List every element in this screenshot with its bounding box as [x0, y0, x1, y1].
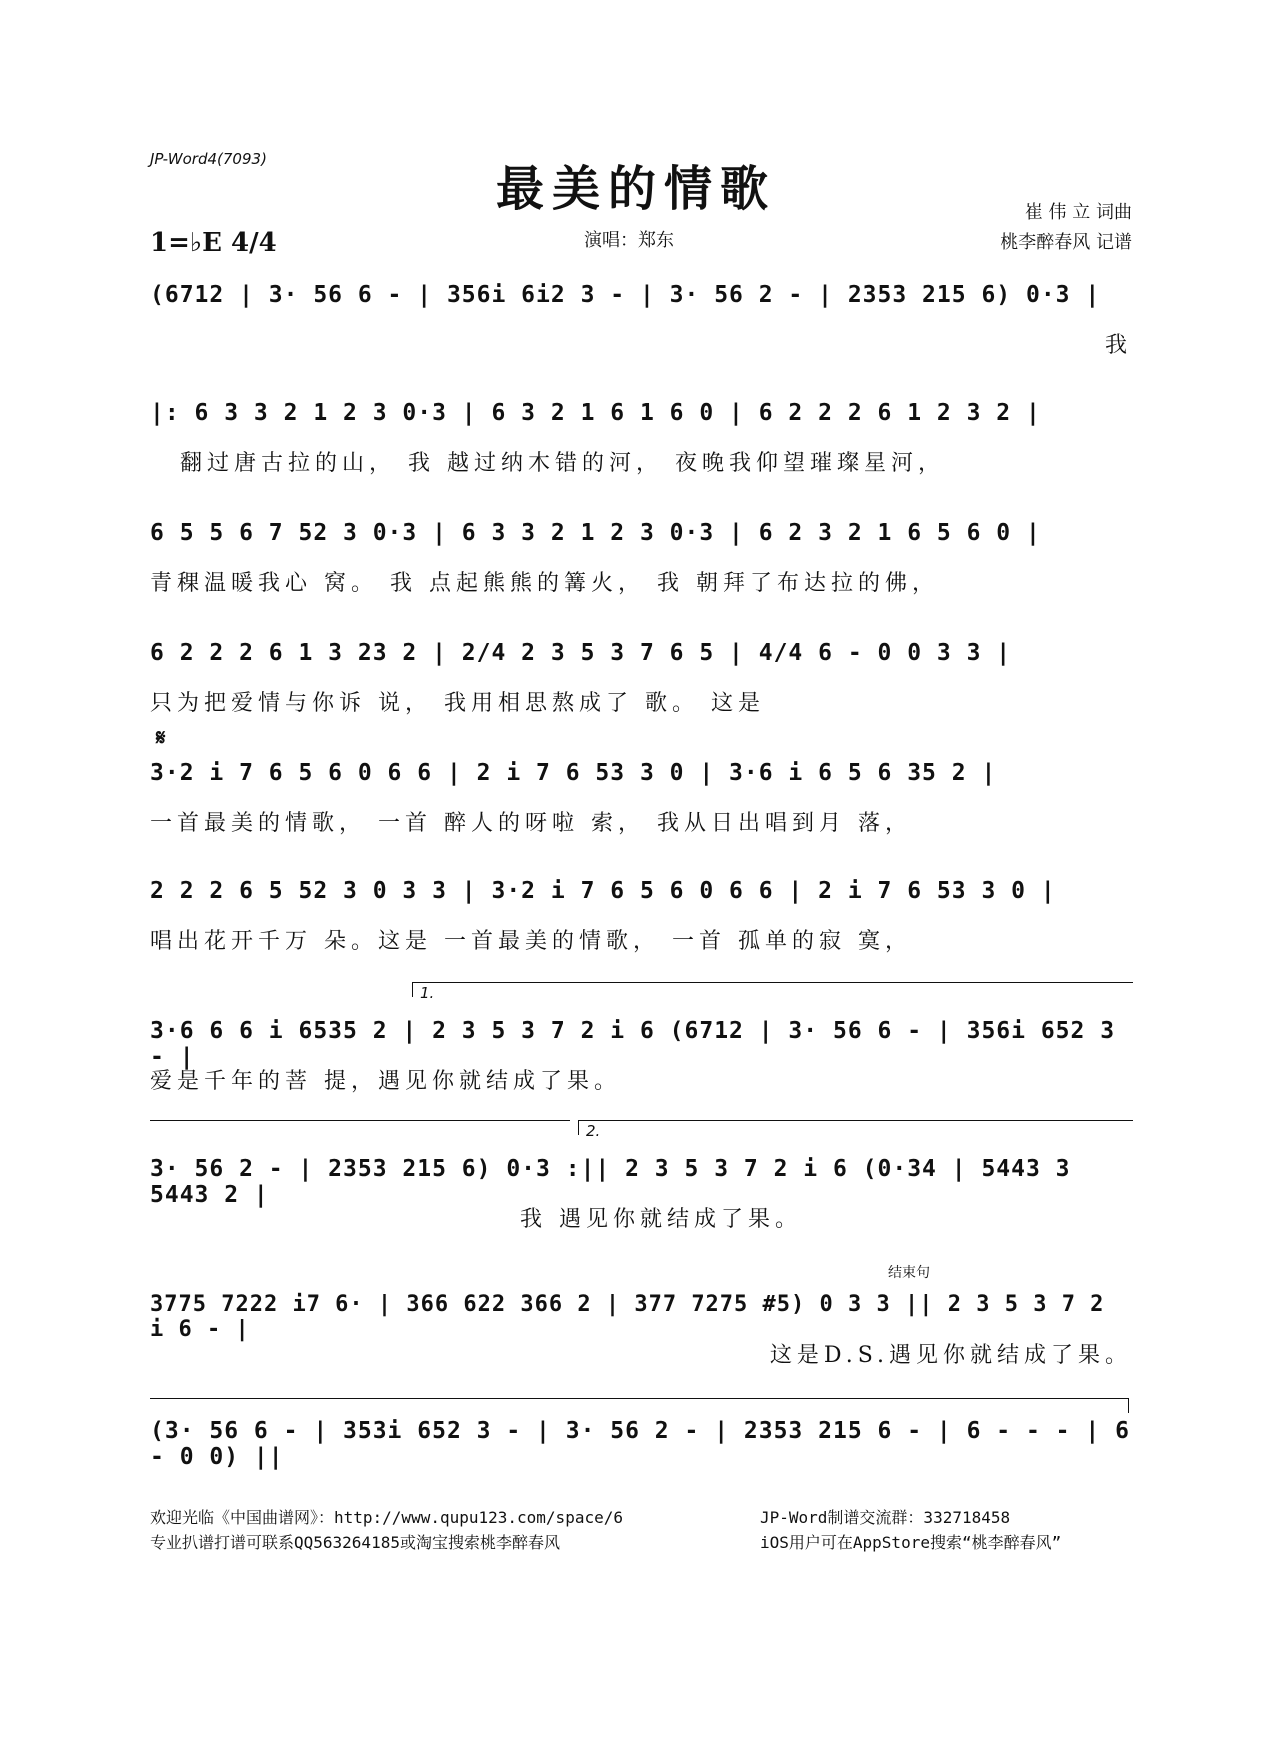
lyrics-line-3: 青稞温暖我心 窝。 我 点起熊熊的篝火， 我 朝拜了布达拉的佛，: [150, 571, 939, 596]
notation-line-10: (3· 56 6 - | 353i 652 3 - | 3· 56 2 - | 2353 215 6 - | 6 - - - | 6 - 0 0) ||: [150, 1418, 1130, 1470]
notation-line-5: 3·2 i 7 6 5 6 0 6 6 | 2 i 7 6 53 3 0 | 3·6 i 6 5 6 35 2 |: [150, 760, 997, 786]
singer-credit: 演唱：郑东: [584, 230, 674, 251]
notation-line-8: 3· 56 2 - | 2353 215 6) 0·3 :|| 2 3 5 3 7 2 i 6 (0·34 | 5443 3 5443 2 |: [150, 1156, 1071, 1208]
lyrics-line-5: 一首最美的情歌， 一首 醉人的呀啦 索， 我从日出唱到月 落，: [150, 811, 912, 836]
key-signature: 1=♭E 4/4: [150, 228, 277, 258]
volta-bracket-2: [578, 1120, 1133, 1135]
notation-line-3: 6 5 5 6 7 52 3 0·3 | 6 3 3 2 1 2 3 0·3 | 6 2 3 2 1 6 5 6 0 |: [150, 520, 1041, 546]
volta-label-2: 2.: [586, 1122, 601, 1140]
segno-sign: 𝄋: [156, 726, 166, 751]
lyrics-line-8: 我 遇见你就结成了果。: [520, 1207, 802, 1232]
lyrics-line-6: 唱出花开千万 朵。这是 一首最美的情歌， 一首 孤单的寂 寞，: [150, 929, 912, 954]
notation-line-1: (6712 | 3· 56 6 - | 356i 6i2 3 - | 3· 56 2 - | 2353 215 6) 0·3 |: [150, 282, 1101, 308]
closing-bracket: [150, 1398, 1129, 1413]
footer-left-line-1: 欢迎光临《中国曲谱网》：http://www.qupu123.com/space/6: [150, 1508, 623, 1527]
notation-line-9: 3775 7222 i7 6· | 366 622 366 2 | 377 7275 #5) 0 3 3 || 2 3 5 3 7 2 i 6 - |: [150, 1292, 1105, 1342]
notation-line-6: 2 2 2 6 5 52 3 0 3 3 | 3·2 i 7 6 5 6 0 6 6 | 2 i 7 6 53 3 0 |: [150, 878, 1056, 904]
notation-line-4: 6 2 2 2 6 1 3 23 2 | 2/4 2 3 5 3 7 6 5 | 4/4 6 - 0 0 3 3 |: [150, 640, 1012, 666]
coda-label: 结束句: [888, 1265, 930, 1281]
lyrics-line-7: 爱是千年的菩 提，遇见你就结成了果。: [150, 1069, 621, 1094]
notation-line-7: 3·6 6 6 i 6535 2 | 2 3 5 3 7 2 i 6 (6712 | 3· 56 6 - | 356i 652 3 - |: [150, 1018, 1116, 1070]
notation-line-2: |: 6 3 3 2 1 2 3 0·3 | 6 3 2 1 6 1 6 0 | 6 2 2 2 6 1 2 3 2 |: [150, 400, 1041, 426]
song-title: 最美的情歌: [495, 161, 776, 217]
lyrics-line-2: 翻过唐古拉的山， 我 越过纳木错的河， 夜晚我仰望璀璨星河，: [180, 451, 945, 476]
volta-label-1: 1.: [420, 984, 435, 1002]
lyrics-line-4: 只为把爱情与你诉 说， 我用相思熬成了 歌。 这是: [150, 691, 765, 716]
volta-bracket-1-continued: [150, 1120, 570, 1135]
lyrics-line-9: 这是D.S.遇见你就结成了果。: [769, 1343, 1132, 1368]
lyrics-line-1: 我: [1104, 333, 1132, 358]
footer-right-line-1: JP-Word制谱交流群：332718458: [760, 1508, 1011, 1527]
transcriber-credit: 桃李醉春风 记谱: [1000, 232, 1132, 253]
credits-block: [1000, 198, 1132, 258]
composer-credit: 崔 伟 立 词曲: [1024, 202, 1132, 223]
software-tag: JP-Word4(7093): [150, 150, 267, 168]
footer-right-line-2: iOS用户可在AppStore搜索“桃李醉春风”: [760, 1533, 1062, 1552]
footer-left-line-2: 专业扒谱打谱可联系QQ563264185或淘宝搜索桃李醉春风: [150, 1533, 560, 1552]
volta-bracket-1: [412, 982, 1133, 997]
